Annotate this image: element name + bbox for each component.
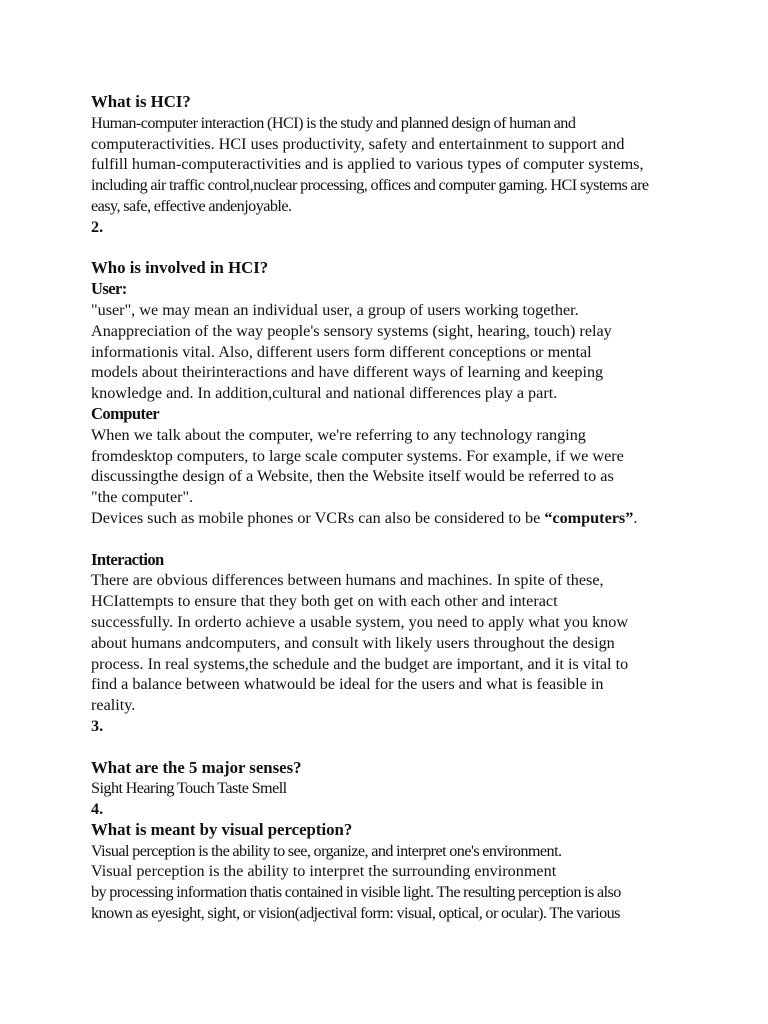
heading-what-is-hci: What is HCI?	[91, 92, 191, 111]
paragraph-line: process. In real systems,the schedule and the budget are important, and it is vital to	[91, 654, 629, 673]
paragraph-line: easy, safe, effective andenjoyable.	[91, 196, 292, 215]
paragraph-line: Human-computer interaction (HCI) is the study and planned design of human and	[91, 113, 576, 132]
devices-suffix: .	[633, 508, 638, 527]
paragraph-line: including air traffic control,nuclear processing, offices and computer gaming. HCI systems are	[91, 176, 649, 195]
blank-line	[91, 737, 691, 758]
paragraph-line: fulfill human-computeractivities and is applied to various types of computer systems,	[91, 155, 644, 174]
paragraph-line: "the computer".	[91, 488, 194, 507]
paragraph-line: There are obvious differences between humans and machines. In spite of these,	[91, 571, 604, 590]
paragraph-line: known as eyesight, sight, or vision(adjectival form: visual, optical, or ocular). The various	[91, 904, 620, 923]
subheading-interaction: Interaction	[91, 549, 164, 569]
paragraph-line: find a balance between whatwould be ideal for the users and what is feasible in	[91, 675, 604, 694]
paragraph-line: informationis vital. Also, different users form different conceptions or mental	[91, 342, 592, 361]
paragraph-line: discussingthe design of a Website, then the Website itself would be referred to as	[91, 467, 614, 486]
paragraph-line: about humans andcomputers, and consult with likely users throughout the design	[91, 633, 615, 652]
heading-who-is-involved: Who is involved in HCI?	[91, 258, 269, 278]
paragraph-line: reality.	[91, 696, 136, 715]
section-number: 3.	[91, 716, 104, 735]
paragraph-line: Visual perception is the ability to interpret the surrounding environment	[91, 862, 557, 881]
devices-emphasis: “computers”	[544, 508, 634, 527]
subheading-computer: Computer	[91, 403, 160, 423]
blank-line	[91, 238, 691, 259]
devices-line	[91, 508, 691, 529]
paragraph-line: successfully. In orderto achieve a usable system, you need to apply what you know	[91, 612, 629, 631]
heading-five-senses: What are the 5 major senses?	[91, 757, 302, 777]
paragraph-line: Anappreciation of the way people's sensory systems (sight, hearing, touch) relay	[91, 321, 612, 340]
paragraph-line: fromdesktop computers, to large scale computer systems. For example, if we were	[91, 446, 624, 465]
paragraph-line: When we talk about the computer, we're referring to any technology ranging	[91, 425, 586, 444]
paragraph-line: models about theirinteractions and have different ways of learning and keeping	[91, 363, 604, 382]
paragraph-line: knowledge and. In addition,cultural and national differences play a part.	[91, 384, 558, 403]
paragraph-line: Visual perception is the ability to see, organize, and interpret one's environment.	[91, 841, 562, 860]
paragraph-line: computeractivities. HCI uses productivity, safety and entertainment to support and	[91, 134, 625, 153]
paragraph-line: "user", we may mean an individual user, a group of users working together.	[91, 300, 579, 319]
devices-prefix: Devices such as mobile phones or VCRs can also be considered to be	[91, 508, 545, 527]
subheading-user: User:	[91, 279, 127, 299]
blank-line	[91, 529, 691, 550]
paragraph-line: by processing information thatis contained in visible light. The resulting perception is also	[91, 883, 621, 902]
paragraph-line: HCIattempts to ensure that they both get on with each other and interact	[91, 592, 558, 611]
section-number: 4.	[91, 800, 104, 819]
document-page	[91, 92, 691, 924]
section-number: 2.	[91, 217, 104, 236]
paragraph-line: Sight Hearing Touch Taste Smell	[91, 779, 287, 798]
heading-visual-perception: What is meant by visual perception?	[91, 819, 353, 839]
